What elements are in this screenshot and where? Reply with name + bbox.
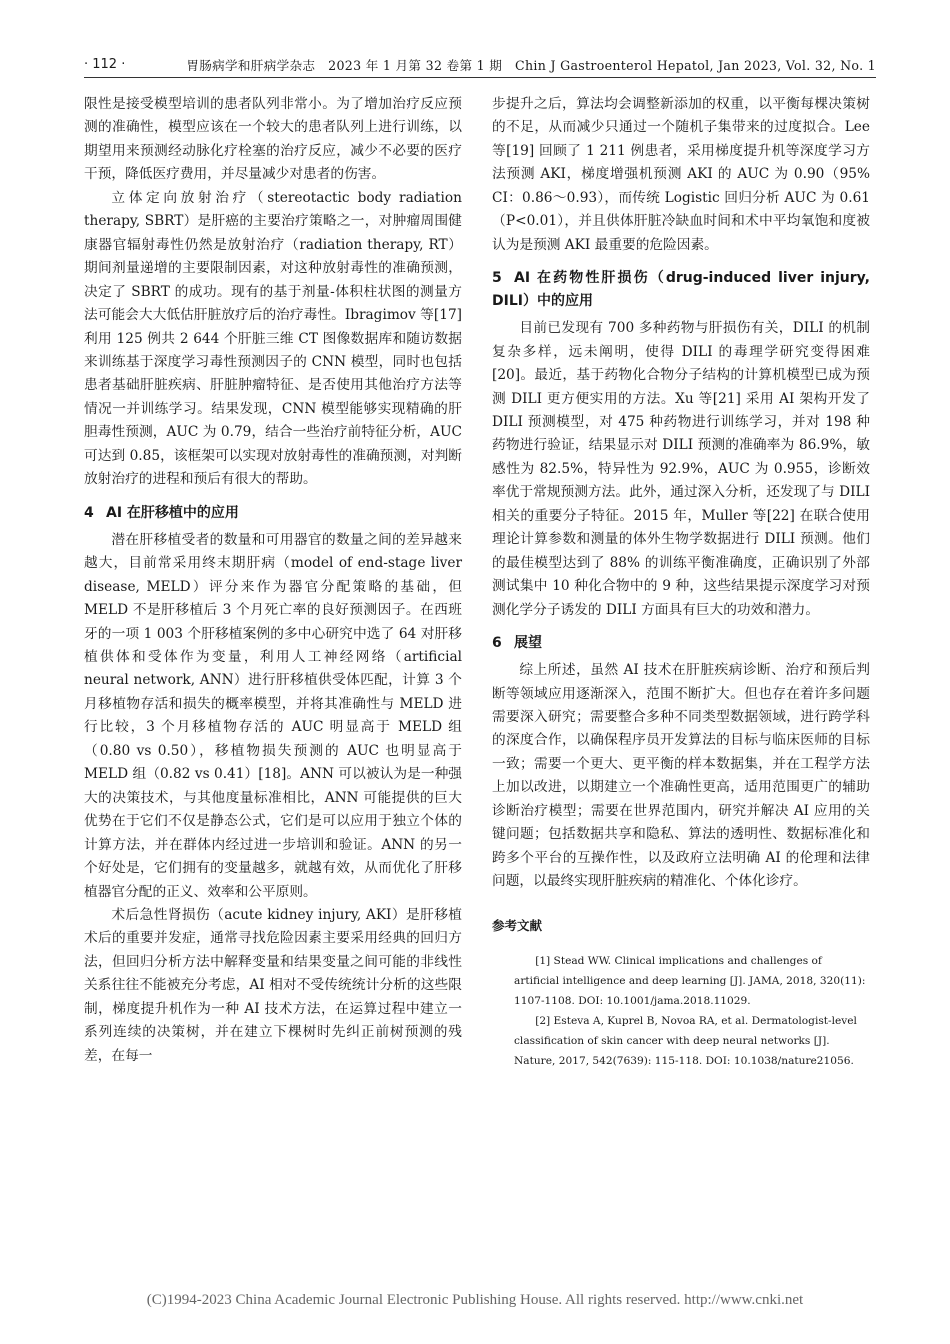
section-title: AI 在肝移植中的应用: [106, 504, 239, 521]
left-paragraph-3: 潜在肝移植受者的数量和可用器官的数量之间的差异越来越大，目前常采用终末期肝病（model of end-stage liver disease, MELD）评分来作为器官分配策略的基础，但 MELD 不是肝移植后 3 个月死亡率的良好预测因子。在西班牙的一项 1 003 个肝移植案例的多中心研究中选了 64 对肝移植供体和受体作为变量，利用人工神经网络（artificial neural network, ANN）进行肝移植供受体匹配，计算 3 个月移植物存活和损失的概率模型，并将其准确性与 MELD 进行比较，3 个月移植物存活的 AUC 明显高于 MELD 组（0.80 vs 0.50），移植物损失预测的 AUC 也明显高于 MELD 组（0.82 vs 0.41）[18]。ANN 可以被认为是一种强大的决策技术，与其他度量标准相比，ANN 可能提供的巨大优势在于它们不仅是静态公式，它们是可以应用于独立个体的计算方法，并在群体内经过进一步培训和验证。ANN 的另一个好处是，它们拥有的变量越多，就越有效，从而优化了肝移植器官分配的正义、效率和公平原则。: [84, 531, 462, 900]
reference-item: [1] Stead WW. Clinical implications and challenges of artificial intelligence and deep learning [J]. JAMA, 2018, 320(11): 1107-1108. DOI: 10.1001/jama.2018.11029.: [514, 955, 866, 1008]
references-title: 参考文献: [492, 917, 543, 933]
left-paragraph-4: 术后急性肾损伤（acute kidney injury, AKI）是肝移植术后的重要并发症，通常寻找危险因素主要采用经典的回归方法，但回归分析方法中解释变量和结果变量之间可能的非线性关系往往不能被充分考虑，AI 相对不受传统统计分析的这些限制，梯度提升机作为一种 AI 技术方法，在运算过程中建立一系列连续的决策树，并在建立下棵树时先纠正前树预测的残差，在每一: [84, 906, 462, 1064]
right-paragraph-3: 综上所述，虽然 AI 技术在肝脏疾病诊断、治疗和预后判断等领域应用逐渐深入，范围不断扩大。但也存在着许多问题需要深入研究；需要整合多种不同类型数据领域，进行跨学科的深度合作，以确保程序员开发算法的目标与临床医师的目标一致；需要一个更大、更平衡的样本数据集，并在工程学方法上加以改进，以期建立一个准确性更高，适用范围更广的辅助诊断治疗模型；需要在世界范围内，研究并解决 AI 应用的关键问题；包括数据共享和隐私、算法的透明性、数据标准化和跨多个平台的互操作性，以及政府立法明确 AI 的伦理和法律问题，以最终实现肝脏疾病的精准化、个体化诊疗。: [492, 662, 870, 890]
right-paragraph-1: 步提升之后，算法均会调整新添加的权重，以平衡每棵决策树的不足，从而减少只通过一个随机子集带来的过度拟合。Lee 等[19] 回顾了 1 211 例患者，采用梯度提升机等深度学习方法预测 AKI，梯度增强机预测 AKI 的 AUC 为 0.90（95% CI：0.86～0.93），而传统 Logistic 回归分析 AUC 为 0.61（P<0.01），并且供体肝脏冷缺血时间和术中平均氧饱和度被认为是预测 AKI 最重要的危险因素。: [492, 96, 870, 253]
section-heading-4: [84, 502, 462, 525]
left-paragraph-2: 立体定向放射治疗（stereotactic body radiation therapy, SBRT）是肝癌的主要治疗策略之一，对肿瘤周围健康器官辐射毒性仍然是放射治疗（radiation therapy, RT）期间剂量递增的主要限制因素，对这种放射毒性的准确预测，决定了 SBRT 的成功。现有的基于剂量-体积柱状图的测量方法可能会大大低估肝脏放疗后的治疗毒性。Ibragimov 等[17] 利用 125 例共 2 644 个肝脏三维 CT 图像数据库和随访数据来训练基于深度学习毒性预测因子的 CNN 模型，同时也包括患者基础肝脏疾病、肝脏肿瘤特征、是否使用其他治疗方法等情况一并训练学习。结果发现，CNN 模型能够实现精确的肝胆毒性预测，AUC 为 0.79，结合一些治疗前特征分析，AUC 可达到 0.85，该框架可以实现对放射毒性的准确预测，对判断放射治疗的进程和预后有很大的帮助。: [84, 189, 462, 488]
left-column: [84, 93, 462, 1068]
section-number: 5: [492, 270, 502, 287]
section-number: 6: [492, 635, 502, 652]
section-heading-6: [492, 632, 870, 655]
section-number: 4: [84, 504, 94, 521]
right-column: [492, 93, 870, 1071]
page-number: · 112 ·: [84, 56, 126, 72]
section-heading-5: [492, 267, 870, 313]
right-paragraph-2: 目前已发现有 700 多种药物与肝损伤有关，DILI 的机制复杂多样，远未阐明，使得 DILI 的毒理学研究变得困难[20]。最近，基于药物化合物分子结构的计算机模型已成为预测 DILI 更方便实用的方法。Xu 等[21] 采用 AI 架构开发了 DILI 预测模型，对 475 种药物进行训练学习，并对 198 种药物进行验证，结果显示对 DILI 预测的准确率为 86.9%，敏感性为 82.5%，特异性为 92.9%，AUC 为 0.955，诊断效率优于常规预测方法。此外，通过深入分析，还发现了与 DILI 相关的重要分子特征。2015 年，Muller 等[22] 在联合使用理论计算参数和测量的体外生物学数据进行 DILI 预测。他们的最佳模型达到了 88% 的训练平衡准确度，正确识别了外部测试集中 10 种化合物中的 9 种，这些结果提示深度学习对预测化学分子诱发的 DILI 方面具有巨大的功效和潜力。: [492, 320, 870, 618]
section-title: AI 在药物性肝损伤（drug-induced liver injury, DILI）中的应用: [492, 270, 870, 310]
section-title: 展望: [514, 635, 542, 652]
reference-item: [2] Esteva A, Kuprel B, Novoa RA, et al. Dermatologist-level classification of skin cancer with deep neural networks [J]. Nature, 2017, 542(7639): 115-118. DOI: 10.1038/nature21056.: [514, 1015, 857, 1068]
left-paragraph-1: 限性是接受模型培训的患者队列非常小。为了增加治疗反应预测的准确性，模型应该在一个较大的患者队列上进行训练，以期望用来预测经动脉化疗栓塞的治疗反应，减少不必要的医疗干预，降低医疗费用，并尽量减少对患者的伤害。: [84, 96, 462, 183]
journal-line: 胃肠病学和肝病学杂志 2023 年 1 月第 32 卷第 1 期 Chin J Gastroenterol Hepatol, Jan 2023, Vol. 32, No. 1: [186, 57, 876, 73]
running-header: [84, 51, 876, 78]
copyright-footer: (C)1994-2023 China Academic Journal Electronic Publishing House. All rights reserved. http://www.cnki.net: [146, 1292, 804, 1308]
